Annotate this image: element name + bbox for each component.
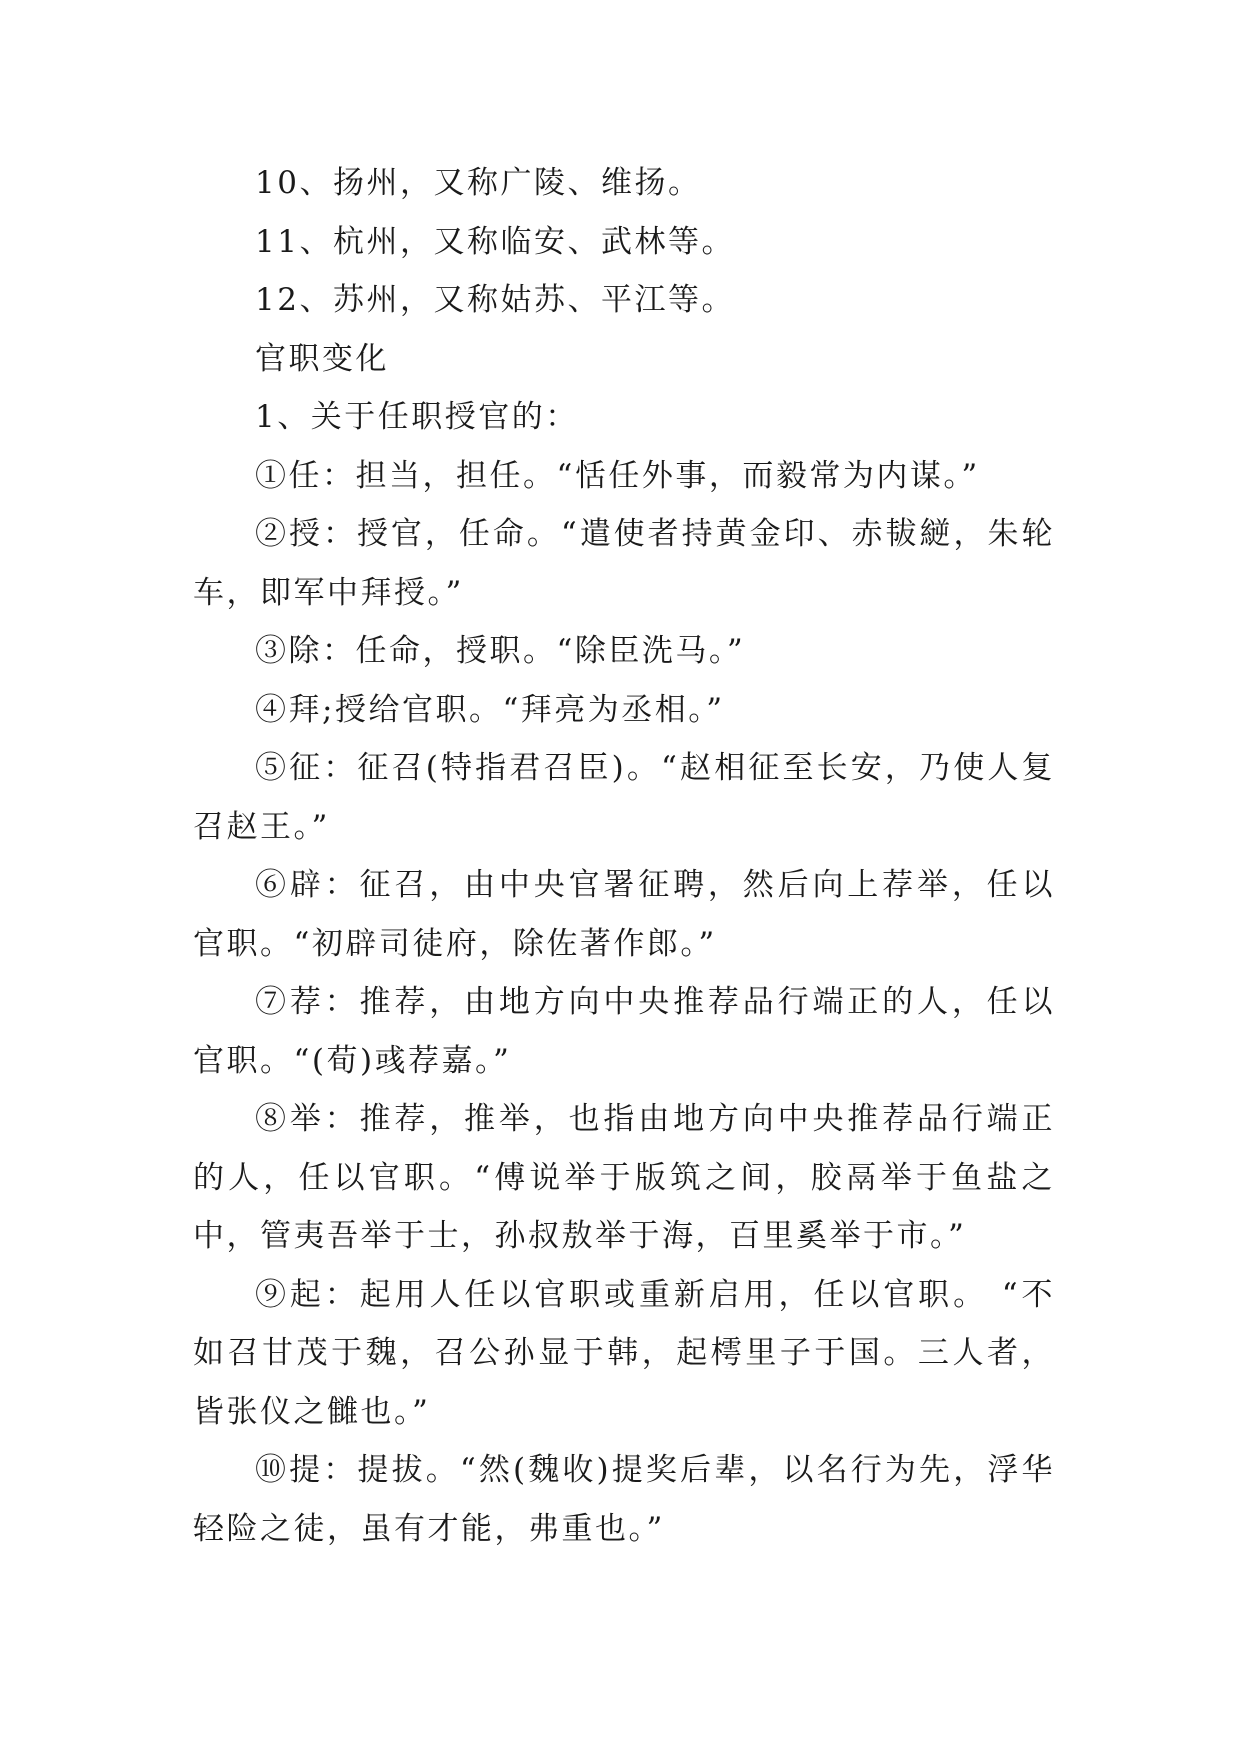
paragraph-zheng: ⑤征：征召(特指君召臣)。“赵相征至长安，乃使人复召赵王。” (193, 750, 1055, 845)
paragraph-hangzhou: 11、杭州，又称临安、武林等。 (255, 223, 735, 260)
paragraph-ren: ①任：担当，担任。“恬任外事，而毅常为内谋。” (255, 457, 980, 494)
document-body (193, 154, 1055, 1558)
paragraph-chu: ③除：任命，授职。“除臣洗马。” (255, 633, 746, 669)
paragraph-suzhou: 12、苏州，又称姑苏、平江等。 (255, 282, 735, 318)
subsection-heading: 1、关于任职授官的： (255, 399, 579, 435)
paragraph-qi: ⑨起：起用人任以官职或重新启用，任以官职。 “不如召甘茂于魏，召公孙显于韩，起樗里子于国。三人者，皆张仪之雠也。” (193, 1276, 1055, 1430)
paragraph-pi: ⑥辟：征召，由中央官署征聘，然后向上荐举，任以官职。“初辟司徒府，除佐著作郎。” (193, 867, 1055, 962)
paragraph-shou: ②授：授官，任命。“遣使者持黄金印、赤韨縌，朱轮车，即军中拜授。” (193, 516, 1055, 611)
paragraph-bai: ④拜;授给官职。“拜亮为丞相。” (255, 691, 725, 728)
paragraph-ju: ⑧举：推荐，推举，也指由地方向中央推荐品行端正的人，任以官职。“傅说举于版筑之间，胶鬲举于鱼盐之中，管夷吾举于士，孙叔敖举于海，百里奚举于市。” (193, 1101, 1055, 1254)
paragraph-yangzhou: 10、扬州，又称广陵、维扬。 (255, 165, 702, 201)
section-heading: 官职变化 (255, 340, 389, 377)
paragraph-jian: ⑦荐：推荐，由地方向中央推荐品行端正的人，任以官职。“(荀)彧荐嘉。” (193, 984, 1055, 1079)
paragraph-ti: ⑩提：提拔。“然(魏收)提奖后辈，以名行为先，浮华轻险之徒，虽有才能，弗重也。” (193, 1452, 1055, 1547)
